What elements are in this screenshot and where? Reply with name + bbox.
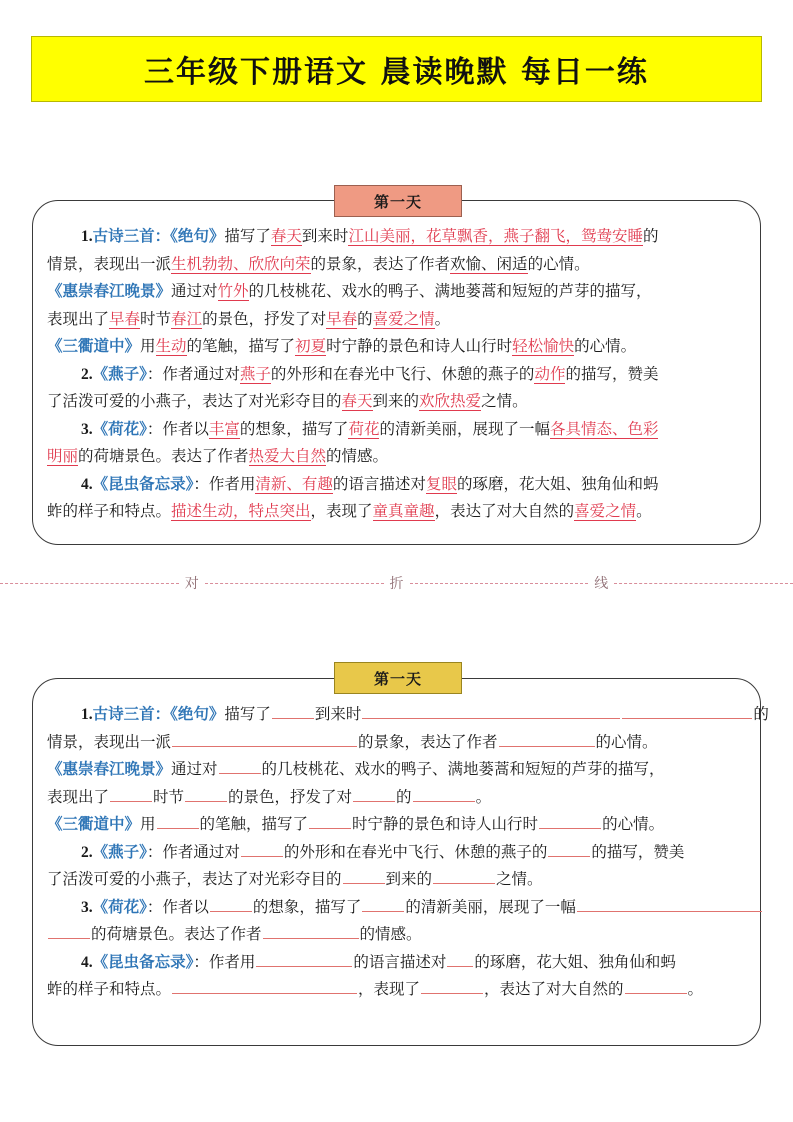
fold-label-2: 折 (389, 576, 404, 592)
blank-item-3-line-1 (47, 894, 746, 922)
blank-item-1-t2: 到来时 (314, 706, 362, 723)
blank-item-4-number: 4. (81, 953, 93, 971)
fold-dash-2 (205, 583, 384, 584)
answer-item-1-title: 古诗三首：《绝句》 (92, 228, 225, 245)
answer-sub1-t2: 的几枝桃花、戏水的鸭子、满地蒌蒿和短短的芦芽的描写， (248, 283, 652, 300)
answer-item-2-line-2 (47, 388, 746, 416)
blank-field[interactable] (421, 977, 483, 994)
answer-item-3-a1: 丰富 (208, 420, 240, 438)
blank-item-3-title: 《荷花》 (92, 898, 147, 916)
blank-item-4-t2: 的语言描述对 (353, 953, 447, 971)
answer-sub1-t5: 的景色，抒发了对 (202, 310, 327, 328)
answer-item-4-number: 4. (81, 475, 93, 493)
blank-field[interactable] (263, 922, 359, 939)
blank-field[interactable] (343, 867, 385, 884)
blank-field[interactable] (548, 840, 590, 857)
answer-item-3-line-1 (47, 416, 746, 444)
answer-item-3-t3: 的清新美丽，展现了一幅 (379, 420, 550, 438)
blank-field[interactable] (110, 785, 152, 802)
blank-field[interactable] (447, 950, 473, 967)
answer-item-4-a5: 喜爱之情 (574, 503, 637, 520)
answer-item-3-line-2 (47, 443, 746, 471)
title-banner (31, 36, 762, 102)
blank-field[interactable] (185, 785, 227, 802)
answer-item-4-a4: 童真童趣 (372, 503, 435, 520)
blank-field[interactable] (172, 730, 357, 747)
answer-item-3-a5: 热爱大自然 (248, 448, 327, 465)
blank-item-2-line-2 (47, 866, 746, 894)
answer-sub2-title: 《三衢道中》 (47, 338, 141, 355)
blank-field[interactable] (309, 812, 351, 829)
answer-item-4-t5: ，表现了 (310, 503, 373, 520)
blank-item-1-sub2-line-1 (47, 811, 746, 839)
answer-item-2-title: 《燕子》 (92, 365, 147, 383)
blank-field[interactable] (256, 950, 352, 967)
answer-item-1-line-2 (47, 251, 746, 279)
answer-sub1-t3: 表现出了 (47, 310, 110, 328)
blank-item-4-t7: 。 (687, 981, 704, 998)
answer-item-2-line-1 (47, 361, 746, 389)
blank-field[interactable] (362, 702, 620, 719)
answer-item-2-a2: 动作 (534, 365, 566, 383)
answer-sub1-t4: 时节 (140, 310, 172, 328)
answer-sub1-t6: 的 (357, 310, 373, 328)
blank-sub1-t3: 表现出了 (47, 788, 110, 806)
blank-field[interactable] (157, 812, 199, 829)
blank-item-4-t6: ，表达了对大自然的 (484, 981, 624, 998)
answer-item-2-a4: 欢欣热爱 (419, 393, 482, 410)
answer-sub1-t7: 。 (434, 310, 451, 328)
answer-item-1-a4: 欢愉、闲适 (450, 255, 528, 273)
blank-sub2-t4: 的心情。 (602, 816, 665, 833)
day-badge-answers (334, 185, 462, 217)
blank-sub2-t2: 的笔触，描写了 (199, 816, 309, 833)
blank-sub1-t5: 的景色，抒发了对 (228, 788, 353, 806)
answer-item-1-sub1-line-1 (47, 278, 746, 306)
blank-sub1-t7: 。 (475, 788, 492, 806)
answer-sub1-a1: 竹外 (217, 283, 249, 300)
blank-item-4-t1: ：作者用 (193, 953, 256, 971)
day-badge-blanks-label: 第一天 (373, 669, 422, 688)
answer-item-3-t2: 的想象，描写了 (239, 420, 349, 438)
blank-item-4-t4: 蚱的样子和特点。 (47, 981, 172, 998)
blank-item-4-t5: ，表现了 (358, 981, 421, 998)
blank-item-1-t3: 的 (753, 706, 769, 723)
blank-item-3-number: 3. (81, 898, 93, 916)
answer-sub2-a2: 初夏 (295, 338, 327, 355)
blank-item-1-t1: 描写了 (224, 706, 271, 723)
answer-sub2-t4: 的心情。 (574, 338, 637, 355)
blank-sub1-t1: 通过对 (171, 761, 218, 778)
day-badge-answers-label: 第一天 (373, 192, 422, 211)
answer-item-3-title: 《荷花》 (92, 420, 147, 438)
blank-item-3-t5: 的情感。 (359, 926, 422, 943)
answer-item-2-t6: 之情。 (481, 393, 528, 410)
blank-item-1-title: 古诗三首：《绝句》 (92, 706, 225, 723)
blank-item-2-t2: 的外形和在春光中飞行、休憩的燕子的 (283, 843, 548, 861)
blank-item-3-t2: 的想象，描写了 (252, 898, 362, 916)
answer-item-1-t6: 的心情。 (527, 255, 590, 273)
blank-item-2-line-1 (47, 839, 746, 867)
blank-item-4-title: 《昆虫备忘录》 (92, 953, 194, 971)
answer-item-4-t7: 。 (636, 503, 652, 520)
answer-item-4-t1: ：作者用 (193, 475, 256, 493)
answer-item-1-sub2-line-1 (47, 333, 746, 361)
answer-sub1-a5: 喜爱之情 (372, 310, 435, 328)
answer-item-1-number: 1. (81, 228, 93, 245)
blank-sub1-title: 《惠崇春江晚景》 (47, 761, 172, 778)
blank-sub1-t6: 的 (396, 788, 412, 806)
page-title: 三年级下册语文 晨读晚默 每日一练 (144, 55, 649, 90)
blank-item-1-t5: 的景象，表达了作者 (358, 733, 498, 751)
fold-dash-1 (0, 583, 179, 584)
blank-item-4-line-2 (47, 976, 746, 1004)
blank-item-4-line-1 (47, 949, 746, 977)
blank-item-2-t5: 到来的 (385, 871, 433, 888)
answers-panel (32, 200, 761, 545)
answer-item-3-number: 3. (81, 420, 93, 438)
blanks-panel (32, 678, 769, 1046)
blank-item-3-t4: 的荷塘景色。表达了作者 (91, 926, 262, 943)
blank-sub1-t2: 的几枝桃花、戏水的鸭子、满地蒌蒿和短短的芦芽的描写， (261, 761, 665, 778)
blank-item-1-t4: 情景，表现出一派 (47, 733, 172, 751)
answer-sub2-t3: 时宁静的景色和诗人山行时 (326, 338, 513, 355)
answer-item-1-t1: 描写了 (224, 228, 271, 245)
answer-item-2-t3: 的描写，赞美 (565, 365, 659, 383)
answer-item-1-a1: 春天 (270, 228, 302, 245)
answer-item-4-line-1 (47, 471, 746, 499)
answer-item-1-t5: 的景象，表达了作者 (310, 255, 451, 273)
blank-field[interactable] (241, 840, 283, 857)
blank-field[interactable] (362, 895, 404, 912)
answer-item-2-number: 2. (81, 365, 93, 383)
blank-field[interactable] (219, 757, 261, 774)
blank-item-1-line-2 (47, 729, 746, 757)
blank-item-1-line-1 (47, 701, 769, 729)
answer-item-4-t3: 的琢磨，花大姐、独角仙和蚂 (456, 475, 659, 493)
blank-item-2-number: 2. (81, 843, 93, 861)
day-badge-blanks (334, 662, 462, 694)
blank-sub2-t1: 用 (140, 816, 156, 833)
answer-item-1-t2: 到来时 (301, 228, 349, 245)
fold-label-3: 线 (594, 576, 609, 592)
answer-item-4-t4: 蚱的样子和特点。 (47, 503, 172, 520)
fold-dash-4 (614, 583, 793, 584)
answer-item-4-line-2 (47, 498, 746, 526)
fold-label-1: 对 (184, 576, 199, 592)
answer-sub2-t2: 的笔触，描写了 (186, 338, 296, 355)
blank-field[interactable] (172, 977, 357, 994)
answer-item-4-a1: 清新、有趣 (255, 475, 333, 493)
answer-item-3-a4: 明丽 (47, 448, 79, 465)
blank-item-2-t6: 之情。 (496, 871, 543, 888)
fold-divider (0, 572, 793, 594)
blank-field[interactable] (413, 785, 475, 802)
blank-sub2-title: 《三衢道中》 (47, 816, 141, 833)
blank-field[interactable] (622, 702, 752, 719)
answer-item-2-a1: 燕子 (239, 365, 271, 383)
answer-item-1-t3: 的 (642, 228, 659, 245)
blank-item-2-t3: 的描写，赞美 (591, 843, 685, 861)
answer-sub1-a4: 早春 (326, 310, 358, 328)
answer-item-1-line-1 (47, 223, 746, 251)
blank-field[interactable] (433, 867, 495, 884)
answer-item-4-title: 《昆虫备忘录》 (92, 475, 194, 493)
blank-sub2-t3: 时宁静的景色和诗人山行时 (352, 816, 539, 833)
answer-item-2-a3: 春天 (341, 393, 373, 410)
answer-sub2-a1: 生动 (155, 338, 187, 355)
answer-item-1-t4: 情景，表现出一派 (47, 255, 172, 273)
answer-item-3-a3: 各具情态、色彩 (549, 420, 659, 438)
answer-item-1-sub1-line-2 (47, 306, 746, 334)
blank-field[interactable] (499, 730, 595, 747)
answer-sub1-t1: 通过对 (171, 283, 218, 300)
blank-item-2-title: 《燕子》 (92, 843, 147, 861)
answer-item-1-a3: 生机勃勃、欣欣向荣 (171, 255, 311, 273)
blank-item-1-number: 1. (81, 706, 93, 723)
blank-item-1-sub1-line-2 (47, 784, 746, 812)
blank-item-2-t1: ：作者通过对 (146, 843, 240, 861)
answer-item-2-t1: ：作者通过对 (146, 365, 240, 383)
blank-item-3-line-2 (47, 921, 746, 949)
answer-sub2-a3: 轻松愉快 (512, 338, 575, 355)
blank-item-2-t4: 了活泼可爱的小燕子，表达了对光彩夺目的 (47, 871, 342, 888)
answer-item-3-t4: 的荷塘景色。表达了作者 (78, 448, 249, 465)
answer-item-2-t5: 到来的 (372, 393, 420, 410)
answer-sub1-a3: 春江 (171, 310, 203, 328)
blank-field[interactable] (353, 785, 395, 802)
answer-item-2-t2: 的外形和在春光中飞行、休憩的燕子的 (270, 365, 535, 383)
answer-item-4-a3: 描述生动，特点突出 (171, 503, 311, 520)
blank-field[interactable] (625, 977, 687, 994)
answer-item-4-a2: 复眼 (425, 475, 457, 493)
answer-sub2-t1: 用 (140, 338, 156, 355)
answer-item-4-t2: 的语言描述对 (332, 475, 426, 493)
blank-field[interactable] (577, 895, 762, 912)
blank-field[interactable] (48, 922, 90, 939)
answer-item-2-t4: 了活泼可爱的小燕子，表达了对光彩夺目的 (47, 393, 342, 410)
answer-item-3-a2: 荷花 (348, 420, 380, 438)
answer-sub1-a2: 早春 (109, 310, 141, 328)
answer-item-3-t1: ：作者以 (146, 420, 209, 438)
blank-field[interactable] (210, 895, 252, 912)
answer-item-3-t5: 的情感。 (326, 448, 389, 465)
blank-sub1-t4: 时节 (153, 788, 185, 806)
blank-item-1-sub1-line-1 (47, 756, 746, 784)
blank-item-1-t6: 的心情。 (595, 733, 658, 751)
blank-item-3-t1: ：作者以 (146, 898, 209, 916)
answer-item-1-a2: 江山美丽，花草飘香，燕子翻飞，鸳鸯安睡 (348, 228, 643, 245)
answer-sub1-title: 《惠崇春江晚景》 (47, 283, 172, 300)
answer-item-4-t6: ，表达了对大自然的 (434, 503, 575, 520)
blank-field[interactable] (272, 702, 314, 719)
blank-item-4-t3: 的琢磨，花大姐、独角仙和蚂 (474, 953, 676, 971)
fold-dash-3 (410, 583, 589, 584)
blank-field[interactable] (539, 812, 601, 829)
blank-item-3-t3: 的清新美丽，展现了一幅 (405, 898, 576, 916)
